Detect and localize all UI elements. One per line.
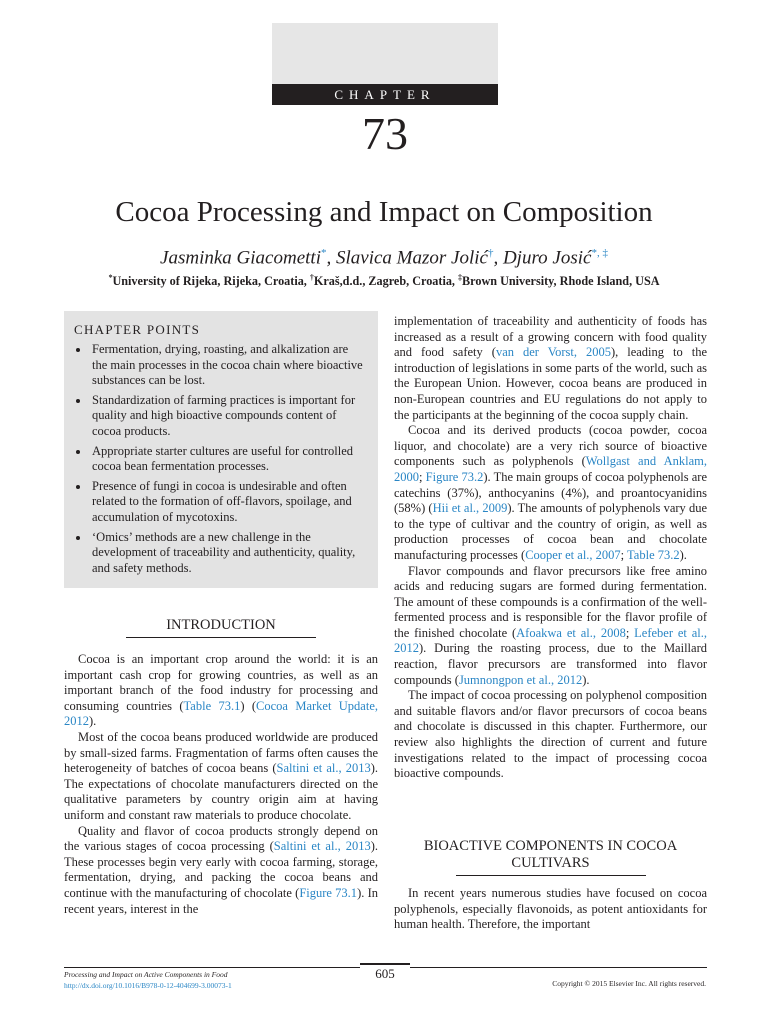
paragraph: Cocoa is an important crop around the world: it is an important cash crop for growing countries, as well as an important branch of the food industry for processing and consuming countries (Table 73.1) (Cocoa Market Update, 2012).	[64, 652, 378, 729]
affiliation-3: Brown University, Rhode Island, USA	[462, 274, 660, 289]
reference-link[interactable]: Hii et al., 2009	[432, 501, 508, 516]
heading-rule	[126, 637, 316, 638]
reference-link[interactable]: Lefeber et al., 2012	[394, 625, 708, 656]
bioactive-components-heading: BIOACTIVE COMPONENTS IN COCOA CULTIVARS	[423, 838, 678, 871]
chapter-point: • Presence of fungi in cocoa is undesirable and often related to the formation of off-flavors, spoilage, and accumulation of mycotoxins.	[90, 479, 366, 526]
paragraph: The impact of cocoa processing on polyphenol composition and suitable flavors and/or flavor precursors of cocoa beans and chocolate is discussed in this chapter. Furthermore, our review also highlights the direction of current and future investigations related to the impact of processing cocoa bioactive compounds.	[394, 688, 707, 781]
page-number: 605	[360, 963, 410, 983]
chapter-number: 73	[362, 108, 408, 159]
introduction-heading: INTRODUCTION	[166, 617, 276, 633]
reference-link[interactable]: Saltini et al., 2013	[276, 761, 371, 776]
author-mark[interactable]: †	[487, 247, 494, 259]
chapter-point: • ‘Omics’ methods are a new challenge in the development of traceability and authenticity, quality, and safety methods.	[90, 530, 366, 577]
chapter-point: • Appropriate starter cultures are useful for controlled cocoa bean fermentation processes.	[90, 444, 366, 475]
chapter-points-list	[74, 342, 366, 576]
author-mark[interactable]: *	[320, 247, 327, 259]
reference-link[interactable]: van der Vorst, 2005	[495, 345, 611, 360]
right-column-text	[394, 314, 707, 782]
doi-link[interactable]: http://dx.doi.org/10.1016/B978-0-12-404699-3.00073-1	[64, 981, 232, 990]
left-column-text	[64, 652, 378, 917]
paragraph: In recent years numerous studies have focused on cocoa polyphenols, especially flavonoids, as potent antioxidants for human health. Therefore, the important	[394, 886, 707, 932]
chapter-label: CHAPTER	[272, 84, 498, 105]
author-mark[interactable]: *, ‡	[591, 247, 608, 259]
reference-link[interactable]: Figure 73.1	[299, 885, 358, 900]
chapter-point: • Fermentation, drying, roasting, and alkalization are the main processes in the cocoa chain where bioactive substances can be lost.	[90, 342, 366, 389]
affiliation-1: University of Rijeka, Rijeka, Croatia,	[112, 274, 310, 289]
affiliation-2: Kraš,d.d., Zagreb, Croatia,	[313, 274, 459, 289]
reference-link[interactable]: Table 73.1	[183, 698, 241, 713]
heading-rule	[456, 875, 646, 876]
reference-link[interactable]: Cooper et al., 2007	[525, 547, 621, 562]
footer-source	[64, 969, 232, 991]
reference-link[interactable]: Wollgast and Anklam, 2000	[394, 454, 707, 484]
author-list: Jasminka Giacometti*, Slavica Mazor Jolić†, Djuro Josić*, ‡	[160, 247, 608, 269]
reference-link[interactable]: Afoakwa et al., 2008	[516, 625, 626, 640]
paragraph: Most of the cocoa beans produced worldwide are produced by small-sized farms. Fragmentation of farms often causes the heterogeneity of batches of cocoa beans (Saltini et al., 2013). The expectations of chocolate manufacturers directed on the qualitative parameters by country origin aim at having uniform and constant raw materials to produce chocolate.	[64, 729, 378, 822]
reference-link[interactable]: Saltini et al., 2013	[273, 839, 371, 854]
chapter-points-box	[64, 311, 378, 588]
author-name: Djuro Josić	[502, 247, 592, 269]
right-column-text-2	[394, 886, 707, 933]
paragraph: Quality and flavor of cocoa products strongly depend on the various stages of cocoa processing (Saltini et al., 2013). These processes begin very early with cocoa farming, storage, fermentation, drying, and packing the cocoa beans and continue with the manufacturing of chocolate (Figure 73.1). In recent years, interest in the	[64, 823, 378, 916]
author-name: Slavica Mazor Jolić	[335, 247, 488, 269]
paragraph: Flavor compounds and flavor precursors like free amino acids and reducing sugars are formed during fermentation. The amount of these compounds is a confirmation of the well-fermented process and is responsible for the flavor profile of the finished chocolate (Afoakwa et al., 2008; Lefeber et al., 2012). During the roasting process, due to the Maillard reaction, flavor precursors are transformed into flavor compounds (Jumnongpon et al., 2012).	[394, 563, 708, 687]
chapter-point: • Standardization of farming practices is important for quality and high bioactive compounds content of cocoa products.	[90, 393, 366, 440]
author-name: Jasminka Giacometti	[160, 247, 321, 269]
copyright-notice: Copyright © 2015 Elsevier Inc. All rights reserved.	[552, 979, 706, 988]
affiliations: *University of Rijeka, Rijeka, Croatia, †Kraš,d.d., Zagreb, Croatia, ‡Brown University, Rhode Island, USA	[108, 273, 660, 289]
chapter-header-box	[272, 23, 498, 84]
chapter-points-heading: CHAPTER POINTS	[74, 322, 201, 337]
reference-link[interactable]: Table 73.2	[627, 547, 680, 562]
paragraph: Cocoa and its derived products (cocoa powder, cocoa liquor, and chocolate) are a very rich source of bioactive components such as polyphenols (Wollgast and Anklam, 2000; Figure 73.2). The main groups of cocoa polyphenols are catechins (37%), anthocyanins (4%), and proantocyanidins (58%) (Hii et al., 2009). The amounts of polyphenols vary due to the type of cultivar and the country of origin, as well as production processes of cocoa bean and chocolate manufacturing processes (Cooper et al., 2007; Table 73.2).	[394, 423, 708, 562]
reference-link[interactable]: Figure 73.2	[425, 469, 484, 484]
book-title: Processing and Impact on Active Components in Food	[64, 970, 228, 979]
chapter-title: Cocoa Processing and Impact on Composition	[115, 196, 653, 228]
paragraph: implementation of traceability and authenticity of foods has increased as a result of a growing concern with food quality and food safety (van der Vorst, 2005), leading to the introduction of legislations in some parts of the world, such as the European Union. However, cocoa beans are produced in non-European countries and EU regulations do not apply to the participants at the beginning of the cocoa supply chain.	[394, 314, 707, 422]
reference-link[interactable]: Jumnongpon et al., 2012	[458, 672, 583, 687]
reference-link[interactable]: Cocoa Market Update, 2012	[64, 698, 378, 729]
